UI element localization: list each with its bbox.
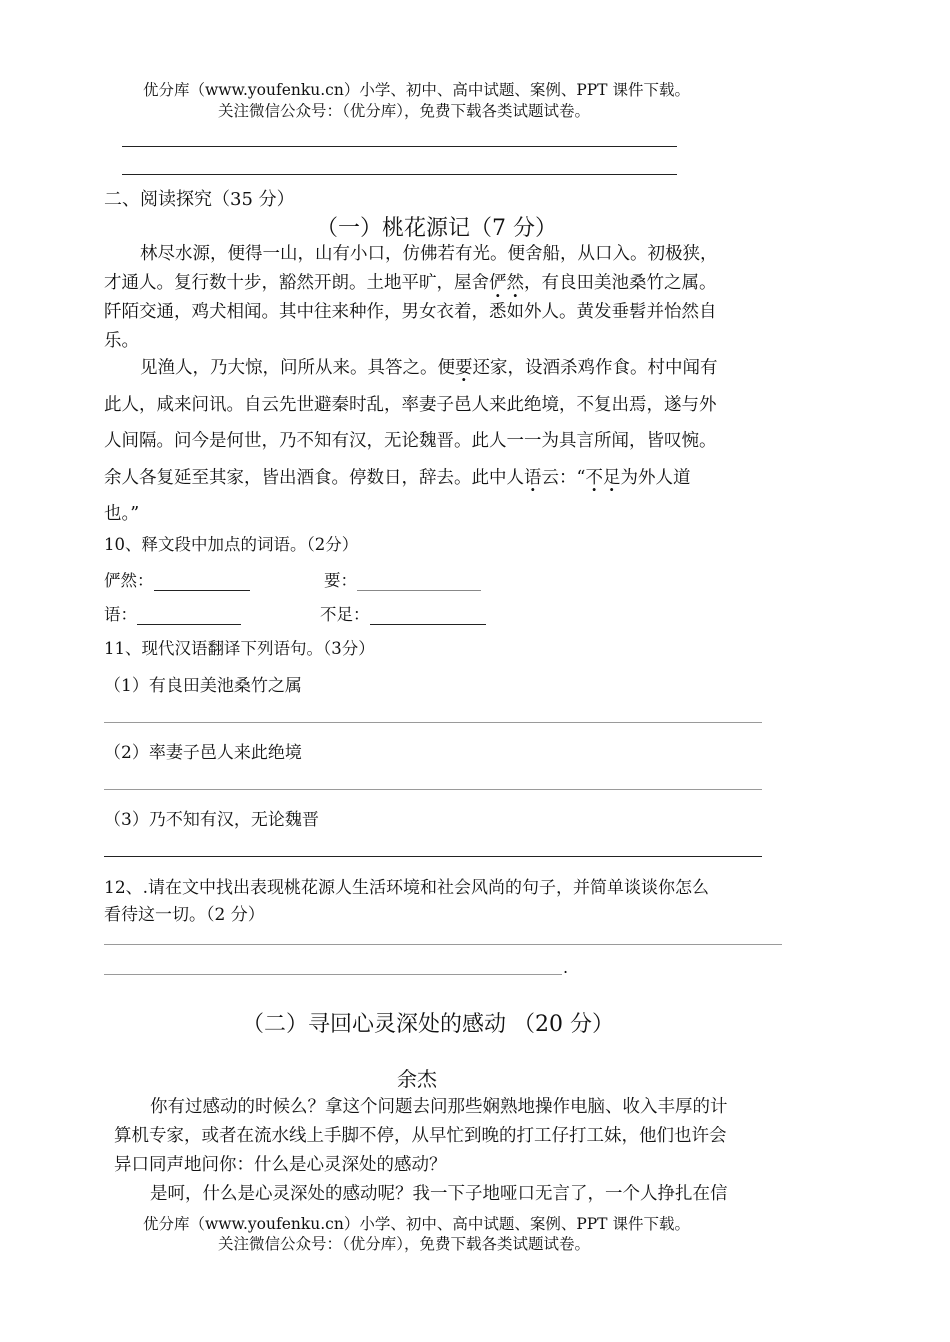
part2-title: （二）寻回心灵深处的感动 （20 分） [242,1012,614,1037]
dotted-word: 要 [455,358,473,378]
q11-prompt: 11、现代汉语翻译下列语句。（3分） [104,639,375,658]
passage-line: 是呵，什么是心灵深处的感动呢？我一下子地哑口无言了，一个人挣扎在信 [150,1184,728,1204]
q10-label: 要： [324,571,357,590]
answer-line[interactable] [104,722,762,723]
q12-prompt-line-1: 12、.请在文中找出表现桃花源人生活环境和社会风尚的句子，并简单谈谈你怎么 [104,878,710,898]
part2-author: 余杰 [397,1067,437,1091]
answer-blank[interactable] [154,572,250,591]
q12-prompt-line-2: 看待这一切。（2 分） [104,905,265,925]
q10-label: 不足： [320,605,370,624]
answer-blank[interactable] [370,606,486,625]
q10-item-b [324,567,481,591]
passage-text: 才通人。复行数十步，豁然开朗。土地平旷，屋舍 [104,273,489,293]
answer-blank[interactable] [137,606,241,625]
passage-line: 你有过感动的时候么？拿这个问题去问那些娴熟地操作电脑、收入丰厚的计 [150,1097,728,1117]
passage-line: 乐。 [104,331,139,351]
passage-line [104,350,794,387]
dotted-word: 足 [602,467,621,488]
dotted-word: 不 [585,467,603,488]
answer-line[interactable] [104,974,562,975]
q10-item-c [104,601,241,625]
q11-item-3: （3）乃不知有汉，无论魏晋 [104,810,319,830]
passage-line: 异口同声地问你：什么是心灵深处的感动？ [114,1155,447,1175]
passage-line [104,269,794,298]
footer-line-1: 优分库（www.youfenku.cn）小学、初中、高中试题、案例、PPT 课件下载。 [143,1215,690,1233]
passage-text: 见渔人，乃大惊，问所从来。具答之。便 [140,358,455,378]
q10-item-a [104,567,250,591]
answer-line [122,174,677,175]
passage-1 [104,240,794,356]
passage-line: 算机专家，或者在流水线上手脚不停，从早忙到晚的打工仔打工妹，他们也许会 [114,1126,727,1146]
passage-text: 为外人道 [620,467,691,488]
q10-label: 语： [104,605,137,624]
q11-item-2: （2）率妻子邑人来此绝境 [104,743,302,763]
dotted-word: 语 [524,467,542,488]
q11-item-1: （1）有良田美池桑竹之属 [104,676,302,696]
q10-item-d [320,601,486,625]
passage-line: 阡陌交通，鸡犬相闻。其中往来种作，男女衣着，悉如外人。黄发垂髫并怡然自 [104,302,717,322]
passage-text: 云：“ [541,467,586,488]
section-title: 二、阅读探究（35 分） [104,189,295,210]
passage-text: 余人各复延至其家，皆出酒食。停数日，辞去。此中人 [104,467,524,488]
header-line-1: 优分库（www.youfenku.cn）小学、初中、高中试题、案例、PPT 课件下载。 [143,81,690,99]
answer-blank[interactable] [357,572,481,591]
dotted-word: 然 [506,273,524,293]
q10-label: 俨然： [104,571,154,590]
q10-prompt: 10、释文段中加点的词语。（2分） [104,535,359,554]
passage-line: 林尽水源，便得一山，山有小口，仿佛若有光。便舍船，从口入。初极狭， [140,244,718,264]
answer-line [122,146,677,147]
passage-line: 此人，咸来问讯。自云先世避秦时乱，率妻子邑人来此绝境，不复出焉，遂与外 [104,394,717,415]
footer-line-2: 关注微信公众号：（优分库），免费下载各类试题试卷。 [218,1235,591,1253]
passage-3 [114,1093,786,1209]
answer-line[interactable] [104,856,762,857]
passage-2 [104,350,794,533]
answer-line[interactable] [104,789,762,790]
dotted-word: 俨 [489,273,507,293]
answer-line[interactable] [104,944,782,945]
header-line-2: 关注微信公众号：（优分库），免费下载各类试题试卷。 [218,102,591,120]
end-mark: . [563,958,569,977]
passage-line: 也。” [104,504,140,524]
passage-line [104,460,794,497]
part1-title: （一）桃花源记（7 分） [316,216,557,241]
passage-line: 人间隔。问今是何世，乃不知有汉，无论魏晋。此人一一为具言所闻，皆叹惋。 [104,431,717,451]
passage-text: 还家，设酒杀鸡作食。村中闻有 [472,358,718,378]
passage-text: ，有良田美池桑竹之属。 [524,273,717,293]
